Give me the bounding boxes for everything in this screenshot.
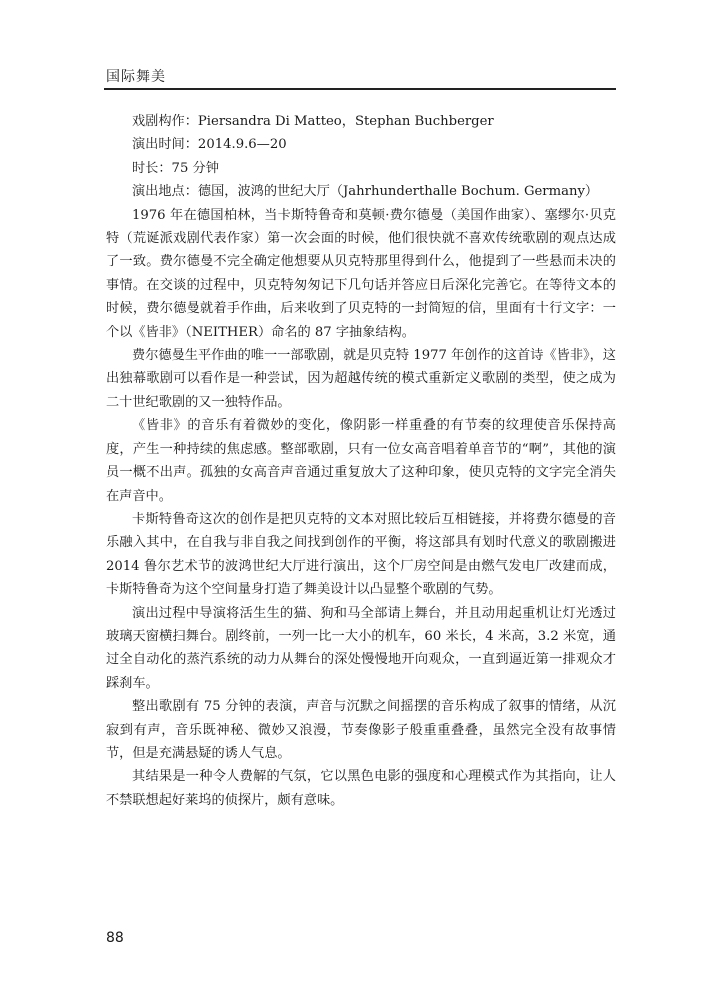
meta-duration: 时长：75 分钟 (132, 160, 219, 176)
meta-dramaturgy: 戏剧构作：Piersandra Di Matteo，Stephan Buchberger (132, 114, 494, 129)
paragraph-7: 其结果是一种令人费解的气氛，它以黑色电影的强度和心理模式作为其指向，让人不禁联想起好莱坞的侦探片，颇有意味。 (106, 769, 616, 808)
header-title: 国际舞美 (106, 69, 166, 85)
meta-venue: 演出地点：德国，波鸿的世纪大厅（Jahrhunderthalle Bochum. Germany） (132, 184, 599, 200)
paragraph-2: 费尔德曼生平作曲的唯一一部歌剧，就是贝克特 1977 年创作的这首诗《皆非》，这出独幕歌剧可以看作是一种尝试，因为超越传统的模式重新定义歌剧的类型，使之成为二十世纪歌剧的又一独特作品。 (106, 348, 616, 410)
article-body (106, 110, 616, 812)
running-header (104, 62, 616, 90)
meta-performance-date: 演出时间：2014.9.6—20 (132, 137, 287, 153)
paragraph-6: 整出歌剧有 75 分钟的表演，声音与沉默之间摇摆的音乐构成了叙事的情绪，从沉寂到有声，音乐既神秘、微妙又浪漫，节奏像影子般重重叠叠，虽然完全没有故事情节，但是充满悬疑的诱人气息。 (106, 699, 616, 761)
paragraph-1: 1976 年在德国柏林，当卡斯特鲁奇和莫顿·费尔德曼（美国作曲家）、塞缪尔·贝克特（荒诞派戏剧代表作家）第一次会面的时候，他们很快就不喜欢传统歌剧的观点达成了一致。费尔德曼不完全确定他想要从贝克特那里得到什么，他提到了一些悬而未决的事情。在交谈的过程中，贝克特匆匆记下几句话并答应日后深化完善它。在等待文本的时候，费尔德曼就着手作曲，后来收到了贝克特的一封简短的信，里面有十行文字：一个以《皆非》（NEITHER）命名的 87 字抽象结构。 (106, 207, 616, 340)
page-number: 88 (106, 930, 124, 946)
paragraph-4: 卡斯特鲁奇这次的创作是把贝克特的文本对照比较后互相链接，并将费尔德曼的音乐融入其中，在自我与非自我之间找到创作的平衡，将这部具有划时代意义的歌剧搬进 2014 鲁尔艺术节的波鸿世纪大厅进行演出，这个厂房空间是由燃气发电厂改建而成，卡斯特鲁奇为这个空间量身打造了舞美设计以凸显整个歌剧的气势。 (106, 511, 616, 598)
paragraph-5: 演出过程中导演将活生生的猫、狗和马全部请上舞台，并且动用起重机让灯光透过玻璃天窗横扫舞台。剧终前，一列一比一大小的机车，60 米长，4 米高，3.2 米宽，通过全自动化的蒸汽系统的动力从舞台的深处慢慢地开向观众，一直到逼近第一排观众才踩刹车。 (106, 605, 616, 691)
paragraph-3: 《皆非》的音乐有着微妙的变化，像阴影一样重叠的有节奏的纹理使音乐保持高度，产生一种持续的焦虑感。整部歌剧，只有一位女高音唱着单音节的“啊”，其他的演员一概不出声。孤独的女高音声音通过重复放大了这种印象，使贝克特的文字完全消失在声音中。 (106, 418, 616, 504)
